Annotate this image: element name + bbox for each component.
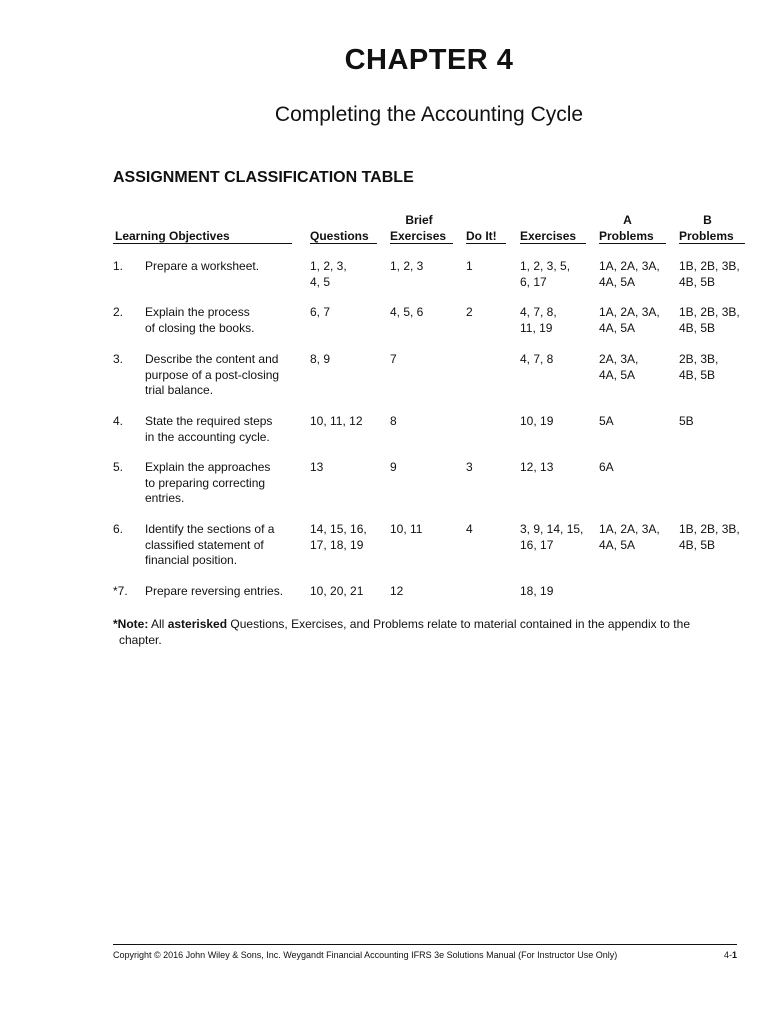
objective-number: *7. (113, 584, 128, 598)
objective-number: 1. (113, 259, 124, 273)
page-number (724, 950, 737, 960)
note-text-continued: chapter. (119, 632, 162, 647)
a-problems-cell: 1A, 2A, 3A, 4A, 5A (599, 305, 660, 335)
page-number-value: 1 (731, 950, 737, 960)
a-problems-cell: 1A, 2A, 3A, 4A, 5A (599, 522, 660, 552)
objective-number: 3. (113, 352, 124, 366)
do-it-cell: 1 (466, 259, 473, 273)
objective-text: Explain the approaches to preparing correcting entries. (145, 460, 271, 505)
objective-number: 6. (113, 522, 124, 536)
footer-copyright: Copyright © 2016 John Wiley & Sons, Inc. Weygandt Financial Accounting IFRS 3e Solutions Manual (For Instructor Use Only) (113, 950, 618, 960)
page-prefix: 4- (723, 950, 732, 960)
objective-number: 2. (113, 305, 124, 319)
header-underline (390, 243, 453, 244)
b-problems-cell: 5B (679, 414, 694, 428)
objective-text: Identify the sections of a classified statement of financial position. (145, 522, 275, 567)
brief-exercises-cell: 8 (390, 414, 397, 428)
note-emphasis: asterisked (167, 617, 228, 631)
objective-text: State the required steps in the accounting cycle. (145, 414, 273, 444)
header-a-top: A (623, 213, 632, 227)
questions-cell: 8, 9 (310, 352, 331, 366)
footer (113, 950, 737, 960)
questions-cell: 10, 11, 12 (310, 414, 363, 428)
header-learning-objectives: Learning Objectives (115, 229, 230, 243)
questions-cell: 14, 15, 16, 17, 18, 19 (310, 522, 367, 552)
objective-text: Prepare reversing entries. (145, 584, 284, 598)
do-it-cell: 4 (466, 522, 473, 536)
questions-cell: 10, 20, 21 (310, 584, 364, 598)
a-problems-cell: 1A, 2A, 3A, 4A, 5A (599, 259, 660, 289)
objective-text: Describe the content and purpose of a post-closing trial balance. (145, 352, 280, 397)
exercises-cell: 1, 2, 3, 5, 6, 17 (520, 259, 571, 289)
header-underline (113, 243, 292, 244)
header-brief-bottom: Exercises (390, 229, 447, 243)
brief-exercises-cell: 1, 2, 3 (390, 259, 424, 273)
exercises-cell: 4, 7, 8, 11, 19 (520, 305, 557, 335)
chapter-subtitle: Completing the Accounting Cycle (274, 103, 584, 126)
header-underline (520, 243, 586, 244)
exercises-cell: 18, 19 (520, 584, 554, 598)
table-title: ASSIGNMENT CLASSIFICATION TABLE (113, 169, 414, 186)
do-it-cell: 3 (466, 460, 473, 474)
chapter-heading: CHAPTER 4 (344, 44, 514, 76)
exercises-cell: 3, 9, 14, 15, 16, 17 (520, 522, 584, 552)
header-underline (310, 243, 377, 244)
header-b-bottom: Problems (679, 229, 734, 243)
b-problems-cell: 1B, 2B, 3B, 4B, 5B (679, 305, 740, 335)
questions-cell: 1, 2, 3, 4, 5 (310, 259, 347, 289)
note-text-pre: All (148, 617, 168, 631)
note-label: *Note: (113, 617, 149, 631)
a-problems-cell: 2A, 3A, 4A, 5A (599, 352, 639, 382)
a-problems-cell: 5A (599, 414, 614, 428)
header-b-top: B (703, 213, 712, 227)
brief-exercises-cell: 10, 11 (390, 522, 423, 536)
b-problems-cell: 2B, 3B, 4B, 5B (679, 352, 719, 382)
header-do-it: Do It! (466, 229, 497, 243)
b-problems-cell: 1B, 2B, 3B, 4B, 5B (679, 259, 740, 289)
header-brief-top: Brief (405, 213, 433, 227)
a-problems-cell: 6A (599, 460, 614, 474)
b-problems-cell: 1B, 2B, 3B, 4B, 5B (679, 522, 740, 552)
brief-exercises-cell: 4, 5, 6 (390, 305, 424, 319)
brief-exercises-cell: 9 (390, 460, 397, 474)
note-text-post: Questions, Exercises, and Problems relate to material contained in the appendix to the (227, 617, 690, 631)
footer-divider (113, 944, 737, 945)
header-a-bottom: Problems (599, 229, 654, 243)
objective-text: Prepare a worksheet. (145, 259, 260, 273)
header-exercises: Exercises (520, 229, 577, 243)
exercises-cell: 4, 7, 8 (520, 352, 554, 366)
brief-exercises-cell: 7 (390, 352, 397, 366)
objective-text: Explain the process of closing the books. (145, 305, 255, 335)
header-underline (679, 243, 745, 244)
do-it-cell: 2 (466, 305, 473, 319)
questions-cell: 13 (310, 460, 324, 474)
objective-number: 4. (113, 414, 124, 428)
exercises-cell: 12, 13 (520, 460, 554, 474)
header-underline (466, 243, 506, 244)
brief-exercises-cell: 12 (390, 584, 404, 598)
exercises-cell: 10, 19 (520, 414, 554, 428)
questions-cell: 6, 7 (310, 305, 331, 319)
objective-number: 5. (113, 460, 124, 474)
header-questions: Questions (310, 229, 369, 243)
appendix-note (113, 617, 745, 648)
header-underline (599, 243, 666, 244)
